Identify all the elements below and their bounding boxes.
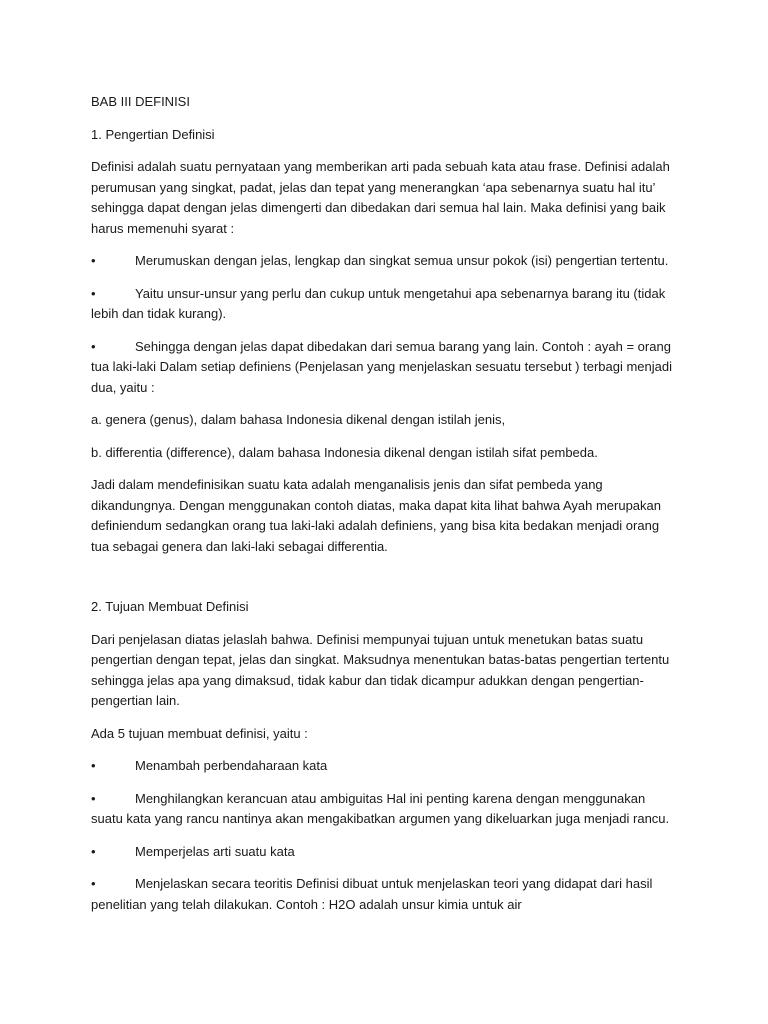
bullet-icon: • (91, 285, 96, 301)
section-1-item-b: b. differentia (difference), dalam bahasa Indonesia dikenal dengan istilah sifat pembeda. (91, 444, 598, 460)
bullet-icon: • (91, 253, 96, 268)
list-item-text: Menjelaskan secara teoritis Definisi dibuat untuk menjelaskan teori yang didapat dari hasil penelitian yang telah dilakukan. Contoh : H2O adalah unsur kimia untuk air (91, 876, 653, 912)
list-item-text: Menghilangkan kerancuan atau ambiguitas Hal ini penting karena dengan menggunakan suatu kata yang rancu nantinya akan mengakibatkan argumen yang dikeluarkan juga menjadi rancu. (91, 790, 670, 826)
document-title: BAB III DEFINISI (91, 94, 190, 109)
section-1-paragraph-2: Jadi dalam mendefinisikan suatu kata adalah menganalisis jenis dan sifat pembeda yang dikandungnya. Dengan menggunakan contoh diatas, maka dapat kita lihat bahwa Ayah merupakan definiendum sedangkan orang tua laki-laki adalah definiens, yang bisa kita bedakan menjadi orang tua sebagai genera dan laki-laki sebagai differentia. (91, 477, 661, 554)
bullet-icon: • (91, 338, 96, 354)
list-item-text: Menambah perbendaharaan kata (135, 758, 328, 773)
list-item-text: Sehingga dengan jelas dapat dibedakan dari semua barang yang lain. Contoh : ayah = orang tua laki-laki Dalam setiap definiens (Penjelasan yang menjelaskan sesuatu tersebut ) terbagi menjadi dua, yaitu : (91, 338, 672, 395)
section-1-item-a: a. genera (genus), dalam bahasa Indonesia dikenal dengan istilah jenis, (91, 412, 506, 427)
list-item-text: Memperjelas arti suatu kata (135, 843, 295, 859)
bullet-icon: • (91, 758, 96, 773)
list-item (91, 842, 680, 863)
list-item (91, 337, 680, 399)
section-2-heading: 2. Tujuan Membuat Definisi (91, 599, 249, 614)
list-item-text: Yaitu unsur-unsur yang perlu dan cukup untuk mengetahui apa sebenarnya barang itu (tidak lebih dan tidak kurang). (91, 285, 666, 321)
bullet-icon: • (91, 790, 96, 806)
list-item-text: Merumuskan dengan jelas, lengkap dan singkat semua unsur pokok (isi) pengertian tertentu. (135, 253, 669, 268)
list-item (91, 874, 680, 915)
section-1-heading: 1. Pengertian Definisi (91, 126, 215, 142)
section-2-paragraph-2: Ada 5 tujuan membuat definisi, yaitu : (91, 725, 308, 741)
section-2-paragraph-1: Dari penjelasan diatas jelaslah bahwa. Definisi mempunyai tujuan untuk menetukan batas suatu pengertian dengan tepat, jelas dan singkat. Maksudnya menentukan batas-batas pengertian tertentu sehingga jelas apa yang dimaksud, tidak kabur dan tidak dicampur adukkan dengan pengertian-pengertian lain. (91, 631, 670, 708)
list-item (91, 284, 680, 325)
bullet-icon: • (91, 876, 96, 891)
list-item (91, 756, 680, 777)
bullet-icon: • (91, 843, 96, 859)
list-item (91, 789, 680, 830)
list-item (91, 251, 680, 272)
section-1-paragraph-1: Definisi adalah suatu pernyataan yang memberikan arti pada sebuah kata atau frase. Definisi adalah perumusan yang singkat, padat, jelas dan tepat yang menerangkan ‘apa sebenarnya suatu hal itu’ sehingga dapat dengan jelas dimengerti dan dibedakan dari semua hal lain. Maka definisi yang baik harus memenuhi syarat : (91, 159, 670, 236)
